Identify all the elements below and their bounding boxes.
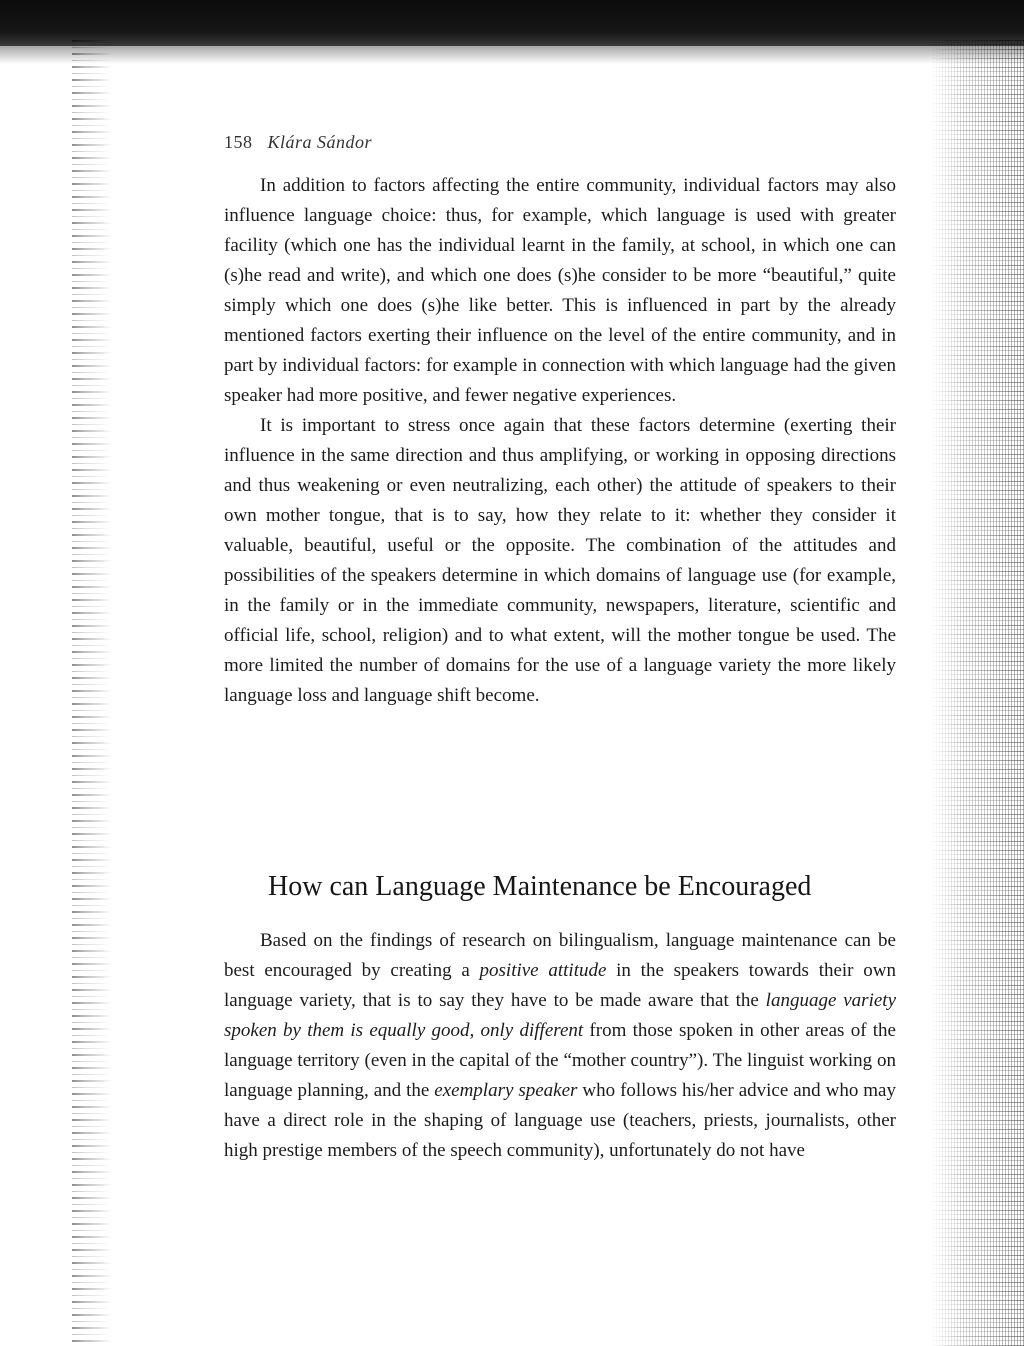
scan-left-binding-shadow — [72, 40, 112, 1346]
running-head — [224, 132, 372, 153]
paragraph-1: In addition to factors affecting the entire community, individual factors may also influence language choice: thus, for example, which language is used with greater facility (which one has the individual learnt in the family, at school, in which one can (s)he read and write), and which one does (s)he consider to be more “beautiful,” quite simply which one does (s)he like better. This is influenced in part by the already mentioned factors exerting their influence on the level of the entire community, and in part by individual factors: for example in connection with which language had the given speaker had more positive, and fewer negative experiences. — [224, 175, 896, 406]
text-run: who follows his/her advice and who may have a direct role in the shaping of language use (teachers, priests, journalists, other high prestige members of the speech community), unfortunately do not have — [224, 1080, 896, 1161]
emphasis-positive-attitude: positive attitude — [479, 960, 607, 981]
text-run: Based on the findings of research on bilingualism, language maintenance can be best encouraged by creating a — [224, 930, 896, 981]
page-number: 158 — [224, 132, 253, 152]
body-text — [224, 171, 896, 711]
section-heading: How can Language Maintenance be Encouraged — [268, 871, 812, 902]
emphasis-exemplary-speaker: exemplary speaker — [434, 1080, 578, 1101]
scan-right-edge-noise — [930, 40, 1024, 1346]
paragraph-2: It is important to stress once again that these factors determine (exerting their influence in the same direction and thus amplifying, or working in opposing directions and thus weakening or even neutralizing, each other) the attitude of speakers to their own mother tongue, that is to say, how they relate to it: whether they consider it valuable, beautiful, useful or the opposite. The combination of the attitudes and possibilities of the speakers determine in which domains of language use (for example, in the family or in the immediate community, newspapers, literature, scientific and official life, school, religion) and to what extent, will the mother tongue be used. The more limited the number of domains for the use of a language variety the more likely language loss and language shift become. — [224, 415, 896, 706]
section-body — [224, 926, 896, 1166]
emphasis-language-variety: language variety spoken by them is equally good, only different — [224, 990, 896, 1041]
running-head-author: Klára Sándor — [267, 132, 373, 152]
text-run: in the speakers towards their own language variety, that is to say they have to be made aware that the — [224, 960, 896, 1011]
scan-top-shadow — [0, 0, 1024, 46]
section-paragraph-1 — [224, 926, 896, 1166]
text-run: from those spoken in other areas of the language territory (even in the capital of the “mother country”). The linguist working on language planning, and the — [224, 1020, 896, 1101]
